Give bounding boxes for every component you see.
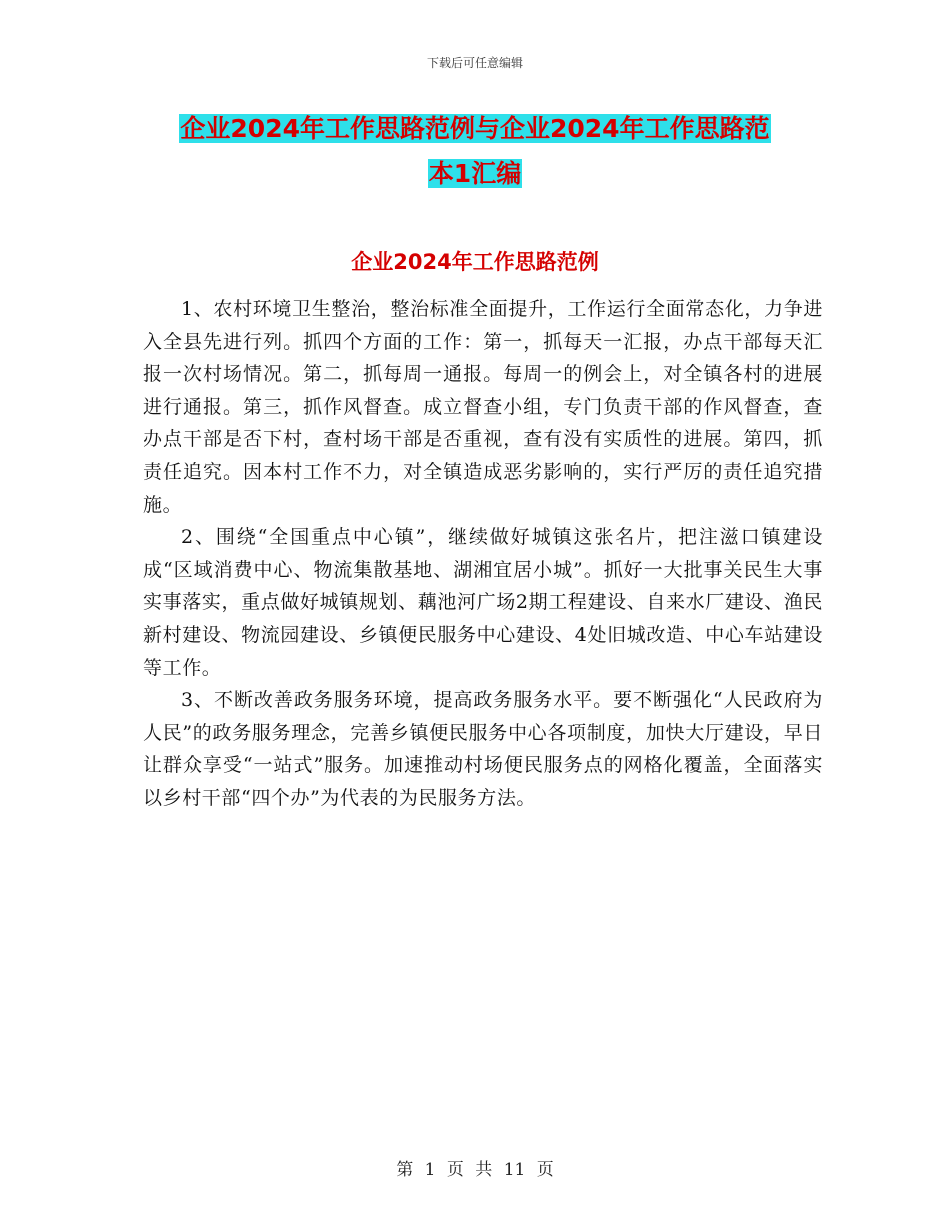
document-title-line-2 [0, 151, 950, 196]
section-title: 企业2024年工作思路范例 [351, 250, 599, 274]
paragraph-1: 1、农村环境卫生整治，整治标准全面提升，工作运行全面常态化，力争进入全县先进行列。抓四个方面的工作：第一，抓每天一汇报，办点干部每天汇报一次村场情况。第二，抓每周一通报。每周一的例会上，对全镇各村的进展进行通报。第三，抓作风督查。成立督查小组，专门负责干部的作风督查，查办点干部是否下村，查村场干部是否重视，查有没有实质性的进展。第四，抓责任追究。因本村工作不力，对全镇造成恶劣影响的，实行严厉的责任追究措施。 [143, 298, 823, 516]
document-title-line-1 [0, 106, 950, 151]
page-footer: 第 1 页 共 11 页 [396, 1160, 554, 1180]
page-header-note: 下载后可任意编辑 [426, 56, 523, 70]
document-title [0, 106, 950, 196]
paragraph-3: 3、不断改善政务服务环境，提高政务服务水平。要不断强化“人民政府为人民”的政务服务理念，完善乡镇便民服务中心各项制度，加快大厅建设，早日让群众享受“一站式”服务。加速推动村场便民服务点的网格化覆盖，全面落实以乡村干部“四个办”为代表的为民服务方法。 [143, 689, 823, 809]
document-body [143, 293, 823, 815]
title-highlight-2: 本1汇编 [428, 159, 522, 188]
paragraph-2: 2、围绕“全国重点中心镇”，继续做好城镇这张名片，把注滋口镇建设成“区域消费中心、物流集散基地、湖湘宜居小城”。抓好一大批事关民生大事实事落实，重点做好城镇规划、藕池河广场2期工程建设、自来水厂建设、渔民新村建设、物流园建设、乡镇便民服务中心建设、4处旧城改造、中心车站建设等工作。 [143, 526, 823, 679]
title-highlight-1: 企业2024年工作思路范例与企业2024年工作思路范 [180, 114, 770, 143]
